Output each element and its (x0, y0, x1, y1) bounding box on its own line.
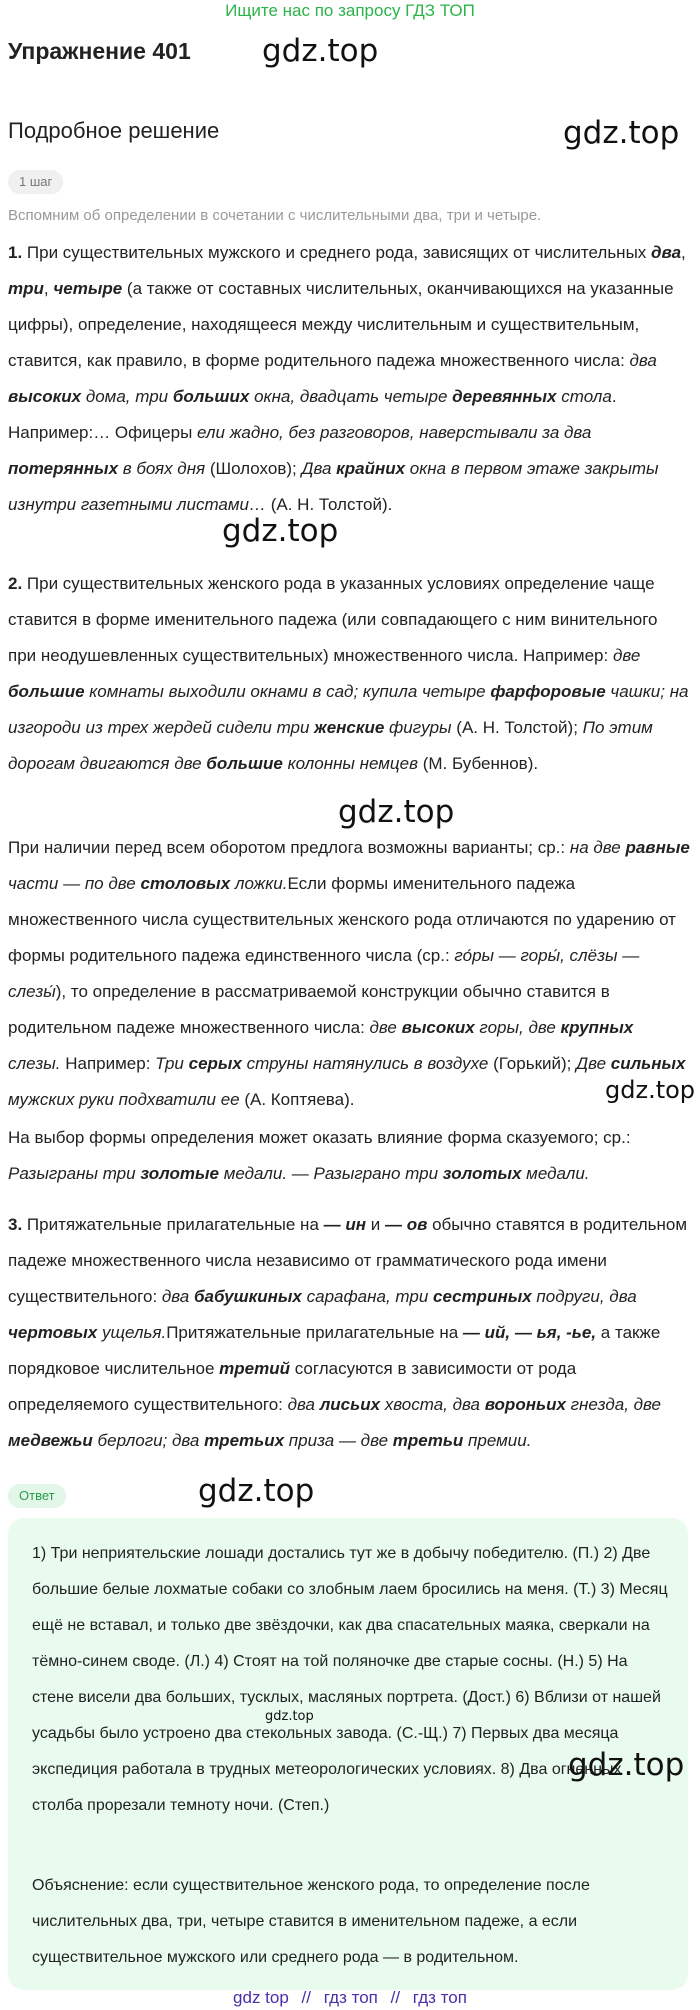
footer-links (0, 1986, 700, 2010)
paragraph-4: На выбор формы определения может оказать влияние форма сказуемого; ср.: Разыграны три золотые медали. — Разыграно три золотых медали. (8, 1128, 631, 1183)
answer-badge: Ответ (8, 1484, 66, 1508)
exercise-title: Упражнение 401 (8, 38, 191, 64)
footer-separator: // (390, 1988, 401, 2007)
step-badge: 1 шаг (8, 170, 63, 194)
solution-heading: Подробное решение (8, 118, 220, 143)
footer-link-gdz-top[interactable]: gdz top (233, 1988, 289, 2007)
watermark: gdz.top (563, 115, 680, 151)
answer-text: 1) Три неприятельские лошади достались тут же в добычу победителю. (П.) 2) Две большие белые лохматые собаки со злобным лаем бросились на меня. (Т.) 3) Месяц ещё не вставал, и только две звёздочки, как два спасательных маяка, сверкали на тёмно-синем своде. (Л.) 4) Стоят на той поляночке две старые сосны. (Н.) 5) На стене висели два больших, тусклых, масляных портрета. (Дост.) 6) Вблизи от нашей усадьбы было устроено два стекольных завода. (С.-Щ.) 7) Первых два месяца экспедиция работала в трудных метеорологических условиях. 8) Два огненных столба прорезали темноту ночи. (Степ.) (32, 1545, 668, 1814)
footer-link-gdz-top-ru[interactable]: гдз топ (323, 1988, 378, 2007)
watermark: gdz.top (198, 1473, 315, 1509)
footer-link-gdz-top-ru-2[interactable]: гдз топ (412, 1988, 467, 2007)
search-hint-banner: Ищите нас по запросу ГДЗ ТОП (225, 1, 475, 20)
answer-explanation: Объяснение: если существительное женского рода, то определение после числительных два, три, четыре ставится в именительном падеже, а если существительное мужского или среднего рода — в родительном. (32, 1877, 590, 1966)
footer-separator: // (301, 1988, 311, 2007)
paragraph-3: При наличии перед всем оборотом предлога возможны варианты; ср.: на две равные части — по две столовых ложки.Если формы именительного падежа множественного числа существительных женского рода отличаются по ударению от формы родительного падежа единственного числа (ср.: го́ры — горы́, слёзы — слезы́), то определение в рассматриваемой конструкции обычно ставится в родительном падеже множественного числа: две высоких горы, две крупных слезы. Например: Три серых струны натянулись в воздухе (Горький); Две сильных мужских руки подхватили ее (А. Коптяева). (8, 838, 690, 1109)
watermark: gdz.top (222, 513, 339, 549)
paragraph-2: 2. При существительных женского рода в указанных условиях определение чаще ставится в форме именительного падежа (или совпадающего с ним винительного при неодушевленных существительных) множественного числа. Например: две большие комнаты выходили окнами в сад; купила четыре фарфоровые чашки; на изгороди из трех жердей сидели три женские фигуры (А. Н. Толстой); По этим дорогам двигаются две большие колонны немцев (М. Бубеннов). (8, 574, 689, 773)
watermark-small: gdz.top (265, 1709, 314, 1724)
paragraph-1: 1. При существительных мужского и среднего рода, зависящих от числительных два, три, четыре (а также от составных числительных, оканчивающихся на указанные цифры), определение, находящееся между числительным и существительным, ставится, как правило, в форме родительного падежа множественного числа: два высоких дома, три больших окна, двадцать четыре деревянных стола. Например:… Офицеры ели жадно, без разговоров, наверстывали за два потерянных в боях дня (Шолохов); Два крайних окна в первом этаже закрыты изнутри газетными листами… (А. Н. Толстой). (8, 243, 686, 514)
watermark: gdz.top (338, 794, 455, 830)
intro-text: Вспомним об определении в сочетании с числительными два, три и четыре. (8, 207, 542, 224)
watermark: gdz.top (605, 1076, 696, 1104)
watermark: gdz.top (262, 33, 379, 69)
watermark: gdz.top (568, 1747, 685, 1783)
paragraph-5: 3. Притяжательные прилагательные на — ин и — ов обычно ставятся в родительном падеже множественного числа независимо от грамматического рода имени существительного: два бабушкиных сарафана, три сестриных подруги, два чертовых ущелья.Притяжательные прилагательные на — ий, — ья, -ье, а также порядковое числительное третий согласуются в зависимости от рода определяемого существительного: два лисьих хвоста, два вороньих гнезда, две медвежьи берлоги; два третьих приза — две третьи премии. (8, 1215, 688, 1450)
